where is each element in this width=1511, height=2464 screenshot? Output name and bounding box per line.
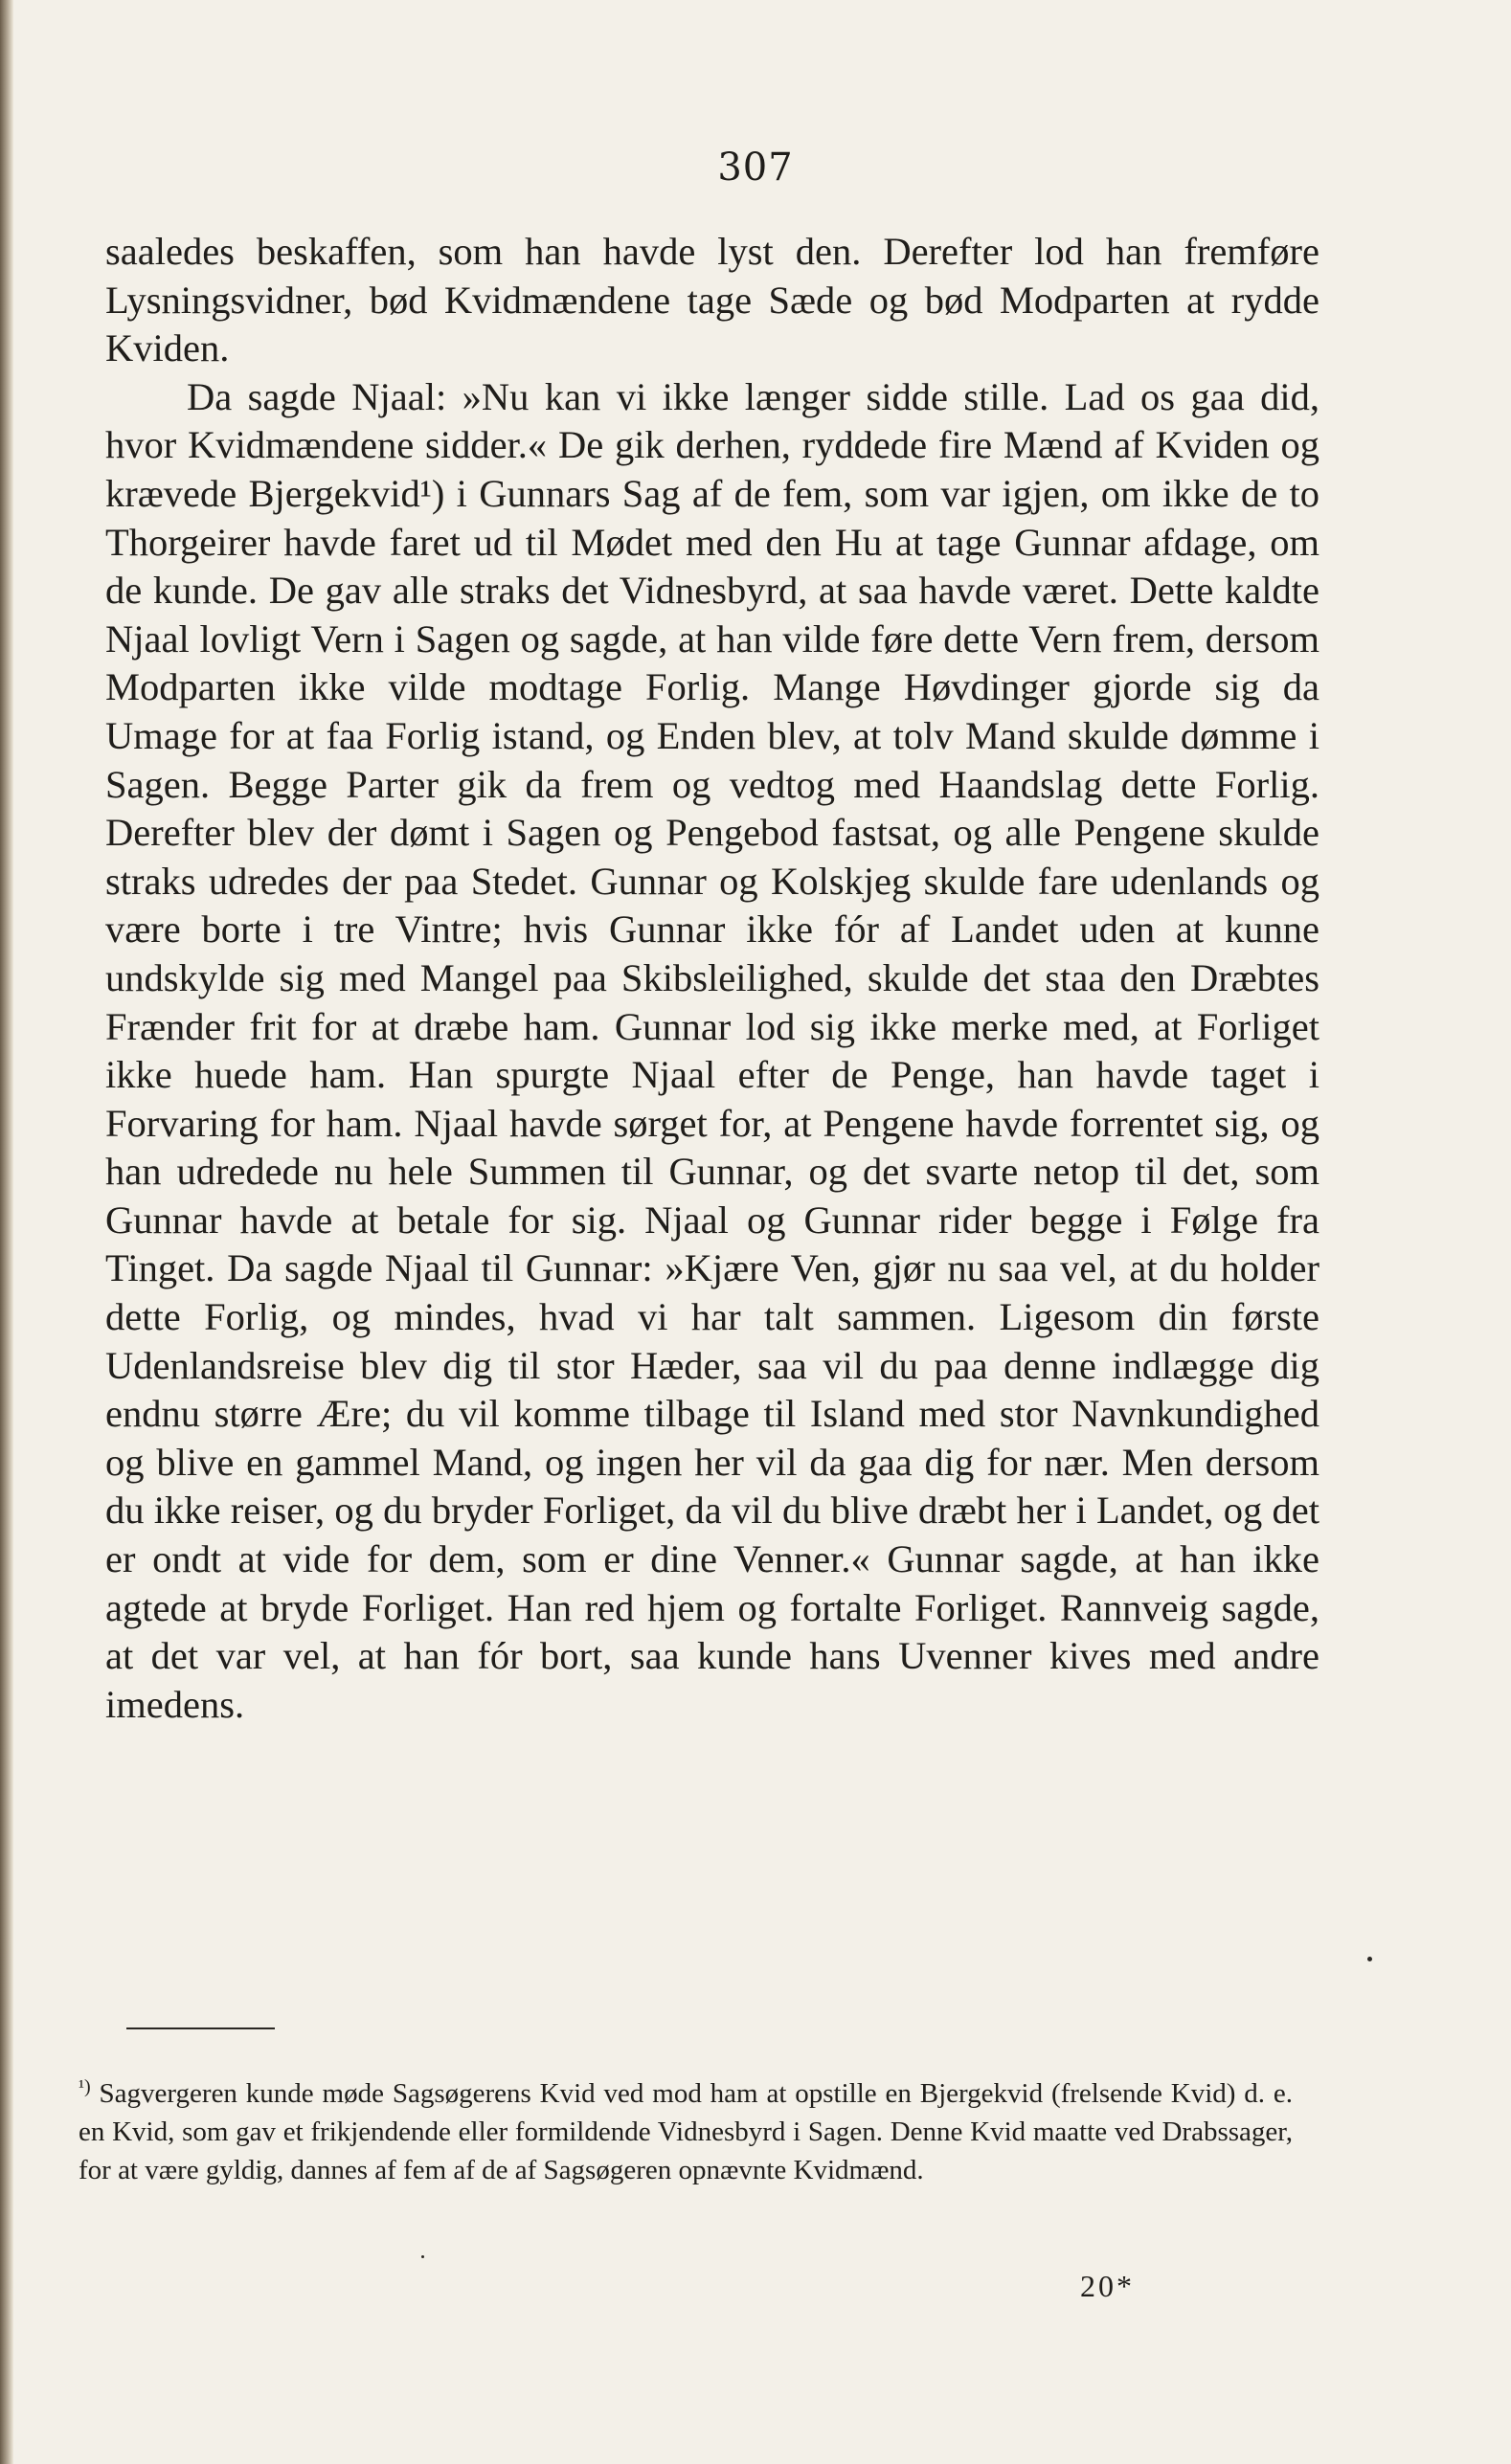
footnote-marker: ¹) — [79, 2076, 91, 2097]
footnote — [79, 2068, 1293, 2189]
footnote-text: Sagvergeren kunde møde Sagsøgerens Kvid ved mod ham at opstille en Bjergekvid (frelsende Kvid) d. e. en Kvid, som gav et frikjendende eller formildende Vidnesbyrd i Sagen. Denne Kvid maatte ved Drabssager, for at være gyldig, dannes af fem af de af Sagsøgeren opnævnte Kvidmænd. — [79, 2078, 1294, 2185]
ink-speck — [421, 2255, 424, 2258]
paragraph: Da sagde Njaal: »Nu kan vi ikke længer sidde stille. Lad os gaa did, hvor Kvidmændene sidder.« De gik derhen, ryddede fire Mænd af Kviden og krævede Bjergekvid¹) i Gunnars Sag af de fem, som var igjen, om ikke de to Thorgeirer havde faret ud til Mødet med den Hu at tage Gunnar afdage, om de kunde. De gav alle straks det Vidnesbyrd, at saa havde været. Dette kaldte Njaal lovligt Vern i Sagen og sagde, at han vilde føre dette Vern frem, dersom Modparten ikke vilde modtage Forlig. Mange Høvdinger gjorde sig da Umage for at faa Forlig istand, og Enden blev, at tolv Mand skulde dømme i Sagen. Begge Parter gik da frem og vedtog med Haandslag dette Forlig. Derefter blev der dømt i Sagen og Pengebod fastsat, og alle Pengene skulde straks udredes der paa Stedet. Gunnar og Kolskjeg skulde fare udenlands og være borte i tre Vintre; hvis Gunnar ikke fór af Landet uden at kunne undskylde sig med Mangel paa Skibsleilighed, skulde det staa den Dræbtes Frænder frit for at dræbe ham. Gunnar lod sig ikke merke med, at Forliget ikke huede ham. Han spurgte Njaal efter de Penge, han havde taget i Forvaring for ham. Njaal havde sørget for, at Pengene havde forrentet sig, og han udredede nu hele Summen til Gunnar, og det svarte netop til det, som Gunnar havde at betale for sig. Njaal og Gunnar rider begge i Følge fra Tinget. Da sagde Njaal til Gunnar: »Kjære Ven, gjør nu saa vel, at du holder dette Forlig, og mindes, hvad vi har talt sammen. Ligesom din første Udenlandsreise blev dig til stor Hæder, saa vil du paa denne indlægge dig endnu større Ære; du vil komme tilbage til Island med stor Navnkundighed og blive en gammel Mand, og ingen her vil da gaa dig for nær. Men dersom du ikke reiser, og du bryder Forliget, da vil du blive dræbt her i Landet, og det er ondt at vide for dem, som er dine Venner.« Gunnar sagde, at han ikke agtede at bryde Forliget. Han red hjem og fortalte Forliget. Rannveig sagde, at det var vel, at han fór bort, saa kunde hans Uvenner kives med andre imedens. — [105, 374, 1319, 1726]
page-number: 307 — [717, 146, 794, 190]
paragraph: saaledes beskaffen, som han havde lyst den. Derefter lod han fremføre Lysningsvidner, bød Kvidmændene tage Sæde og bød Modparten at rydde Kviden. — [105, 230, 1319, 370]
body-text — [105, 228, 1319, 1729]
footnote-divider — [126, 2027, 275, 2029]
ink-speck — [1367, 1957, 1372, 1961]
page-edge-shadow — [0, 0, 13, 2464]
signature-mark: 20* — [1080, 2269, 1135, 2303]
